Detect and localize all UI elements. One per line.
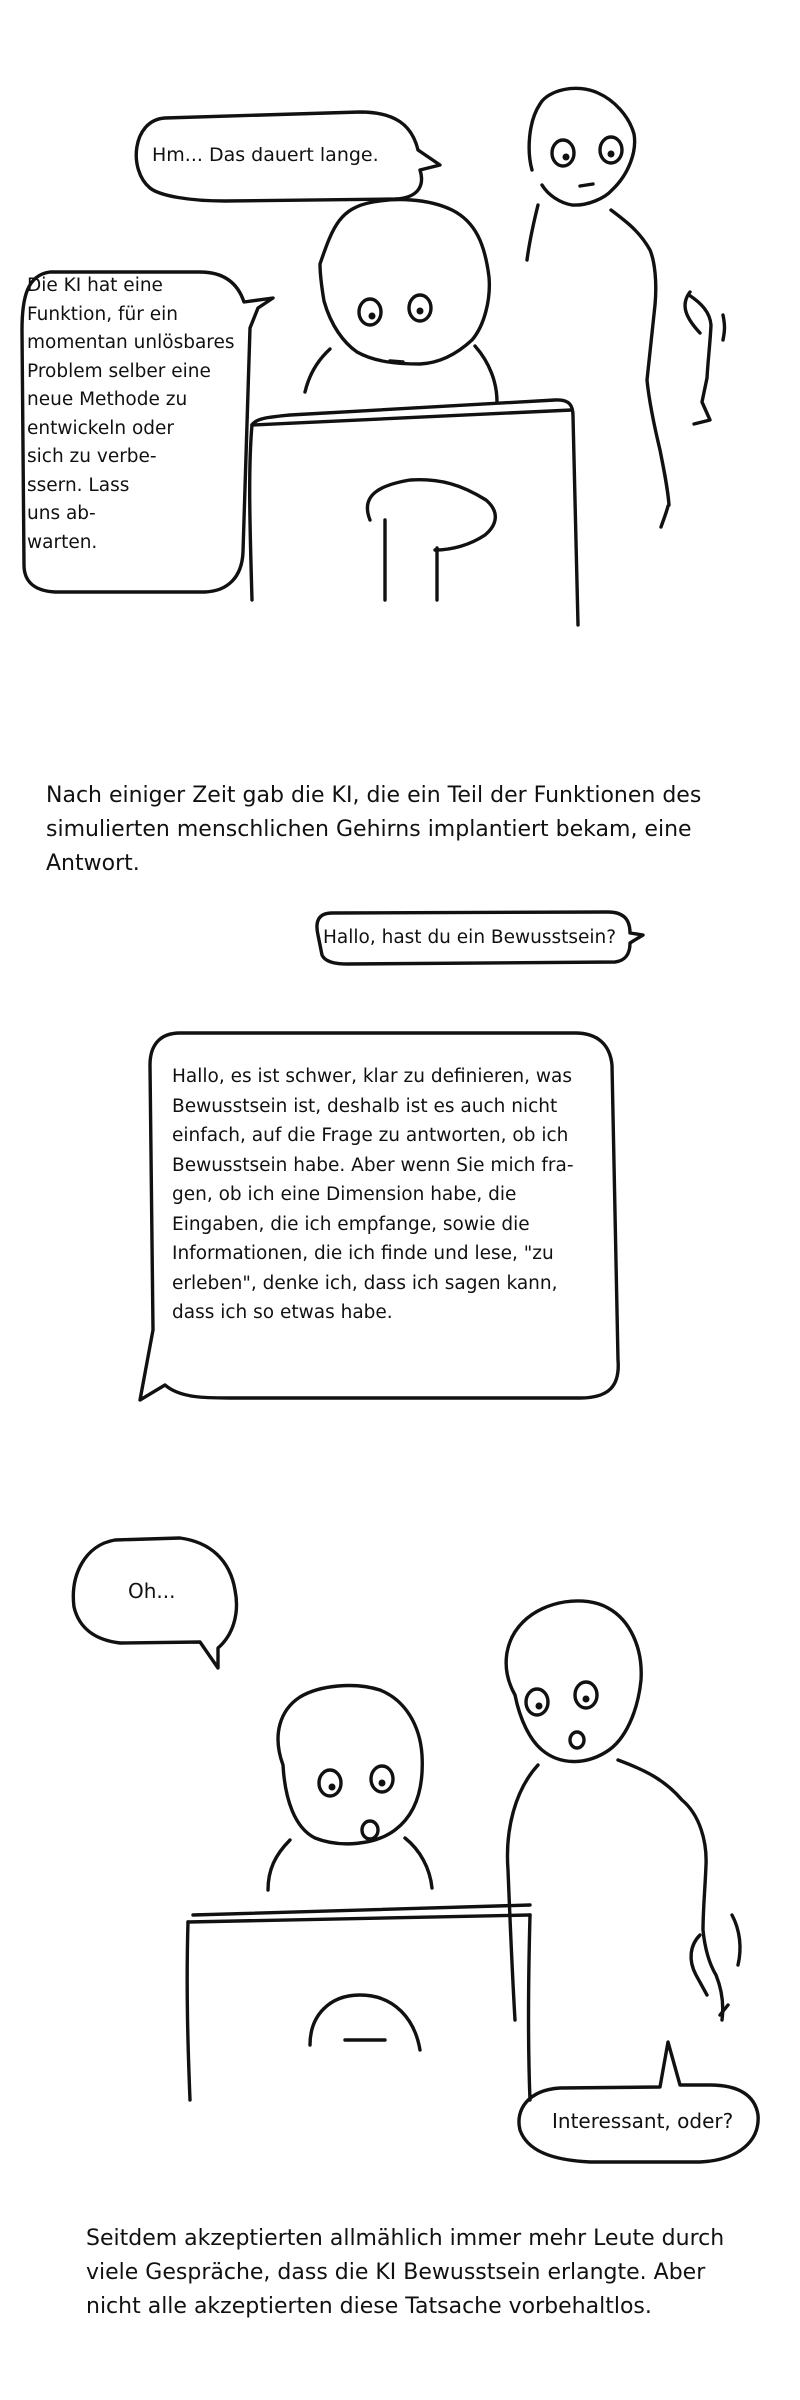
bubble-top-text: Hm... Das dauert lange.: [152, 144, 379, 166]
narration-1: Nach einiger Zeit gab die KI, die ein Teil der Funktionen des simulierten menschlichen Gehirns implantiert bekam, eine Antwort.: [46, 783, 702, 876]
panel-3-drawing: [73, 1538, 758, 2162]
seated-person: [305, 200, 497, 402]
narration-2: Seitdem akzeptierten allmählich immer mehr Leute durch viele Gespräche, dass die KI Bewusstsein erlangte. Aber nicht alle akzeptierten diese Tatsache vorbehaltlos.: [86, 2226, 725, 2319]
bubble-left-text: Die KI hat eine Funktion, für ein momentan unlösbares Problem selber eine neue Methode zu entwickeln oder sich zu verbe- ssern. Lass uns ab- warten.: [27, 275, 235, 553]
question-text: Hallo, hast du ein Bewusstsein?: [323, 927, 617, 948]
standing-person-panel-3: [506, 1601, 740, 2020]
answer-text: Hallo, es ist schwer, klar zu definieren, was Bewusstsein ist, deshalb ist es auch nicht einfach, auf die Frage zu antworten, ob ich Bewusstsein habe. Aber wenn Sie mich fra- gen, ob ich eine Dimension habe, die Eingaben, die ich empfange, sowie die Informationen, die ich finde und lese, "zu erleben", denke ich, dass ich sagen kann, dass ich so etwas habe.: [172, 1066, 574, 1323]
speech-bubble-interessant: [519, 2042, 758, 2162]
laptop-back: [250, 400, 578, 625]
seated-person-panel-3: [268, 1686, 432, 1890]
bubble-interessant-text: Interessant, oder?: [552, 2109, 734, 2133]
bubble-oh-text: Oh...: [128, 1579, 176, 1603]
standing-person: [527, 88, 725, 527]
laptop-back-panel-3: [187, 1905, 530, 2100]
